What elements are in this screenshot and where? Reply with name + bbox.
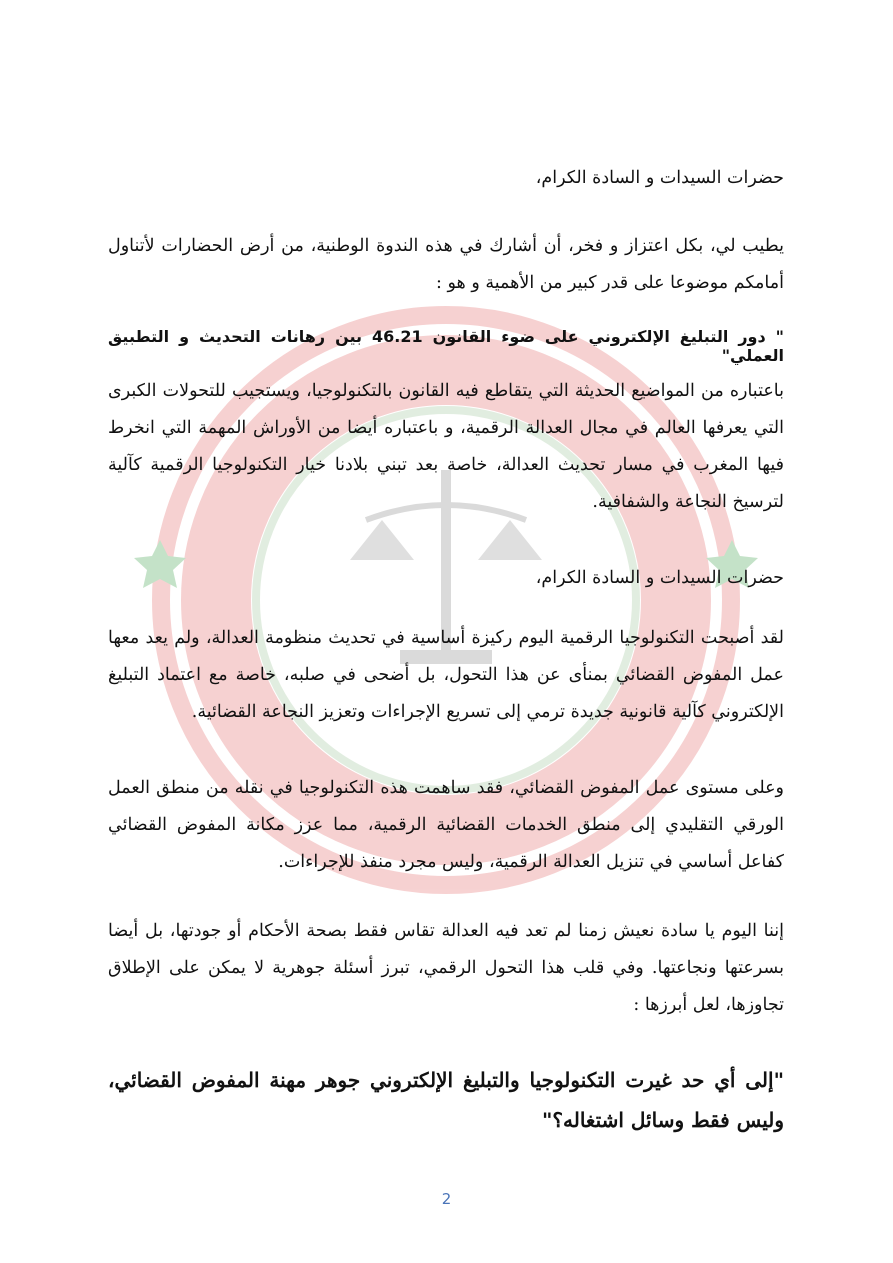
- intro-block: [108, 228, 784, 302]
- salutation-2: حضرات السيدات و السادة الكرام،: [535, 568, 784, 588]
- page-number: 2: [441, 1190, 452, 1208]
- paragraph-2: لقد أصبحت التكنولوجيا الرقمية اليوم ركيزة أساسية في تحديث منظومة العدالة، ولم يعد معها عمل المفوض القضائي بمنأى عن هذا التحول، بل أضحى في صلبه، خاصة مع اعتماد التبليغ الإلكتروني كآلية قانونية جديدة ترمي إلى تسريع الإجراءات وتعزيز النجاعة القضائية.: [108, 628, 784, 722]
- salutation-1-block: [108, 168, 784, 188]
- topic-title: " دور التبليغ الإلكتروني على ضوء القانون 46.21 بين رهانات التحديث و التطبيق العملي": [108, 327, 785, 365]
- para-1-block: [108, 373, 784, 521]
- question-block: [108, 1060, 784, 1140]
- paragraph-4: إننا اليوم يا سادة نعيش زمنا لم تعد فيه العدالة تقاس فقط بصحة الأحكام أو جودتها، بل أيضا بسرعتها ونجاعتها. وفي قلب هذا التحول الرقمي، تبرز أسئلة جوهرية لا يمكن على الإطلاق تجاوزها، لعل أبرزها :: [108, 921, 784, 1015]
- paragraph-3: وعلى مستوى عمل المفوض القضائي، فقد ساهمت هذه التكنولوجيا في نقله من منطق العمل الورقي التقليدي إلى منطق الخدمات القضائية الرقمية، مما عزز مكانة المفوض القضائي كفاعل أساسي في تنزيل العدالة الرقمية، وليس مجرد منفذ للإجراءات.: [108, 778, 784, 872]
- para-2-block: [108, 620, 784, 731]
- intro-paragraph: يطيب لي، بكل اعتزاز و فخر، أن أشارك في هذه الندوة الوطنية، من أرض الحضارات لأتناول أمامكم موضوعا على قدر كبير من الأهمية و هو :: [108, 236, 784, 293]
- para-4-block: [108, 913, 784, 1024]
- paragraph-1: باعتباره من المواضيع الحديثة التي يتقاطع فيه القانون بالتكنولوجيا، ويستجيب للتحولات الكبرى التي يعرفها العالم في مجال العدالة الرقمية، و باعتباره أيضا من الأوراش المهمة التي انخرط فيها المغرب في مسار تحديث العدالة، خاصة بعد تبني بلادنا خيار التكنولوجيا الرقمية كآلية لترسيخ النجاعة والشفافية.: [108, 381, 784, 512]
- topic-title-block: [108, 327, 784, 365]
- salutation-2-block: [108, 568, 784, 588]
- salutation-1: حضرات السيدات و السادة الكرام،: [535, 168, 784, 188]
- para-3-block: [108, 770, 784, 881]
- central-question: "إلى أي حد غيرت التكنولوجيا والتبليغ الإلكتروني جوهر مهنة المفوض القضائي، وليس فقط وسائل اشتغاله؟": [108, 1068, 784, 1132]
